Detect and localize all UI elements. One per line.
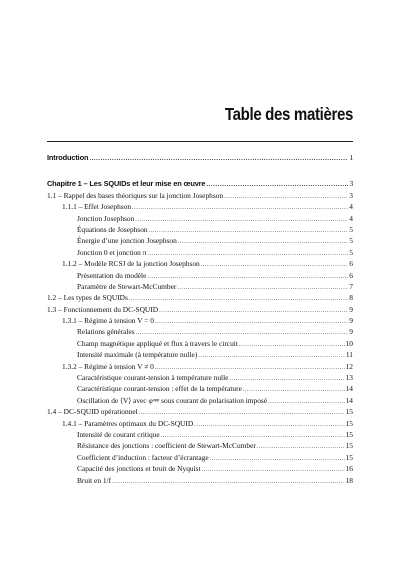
toc-entry-page: 15 [345, 441, 353, 451]
toc-entry-label: 1.4.1 – Paramètres optimaux du DC-SQUID [62, 418, 194, 428]
toc-entry-page: 18 [345, 475, 353, 485]
toc-entry-label: Introduction [47, 153, 89, 162]
toc-entry-label: Capacité des jonctions et bruit de Nyquist [77, 464, 201, 474]
toc-entry-label: Équations de Josephson [77, 224, 148, 234]
toc-entry-label: 1.1 – Rappel des bases théoriques sur la jonction Josephson [47, 190, 224, 200]
toc-entry-page: 5 [349, 236, 353, 246]
toc-entry-label: 1.1.2 – Modèle RCSJ de la jonction Josephson [62, 259, 200, 269]
toc-entry[interactable] [47, 224, 353, 235]
toc-entry-page: 4 [349, 213, 353, 223]
toc-entry[interactable] [47, 475, 353, 486]
toc-entry[interactable] [47, 326, 353, 337]
toc-entry-label: Bruit en 1/f [77, 475, 112, 485]
toc-entry[interactable] [47, 281, 353, 292]
toc-entry-page: 15 [345, 407, 353, 417]
toc-entry-page: 4 [349, 202, 353, 212]
toc-entry-page: 16 [345, 464, 353, 474]
toc-entry-page: 9 [349, 304, 353, 314]
toc-entry-label: Énergie d’une jonction Josephson [77, 236, 177, 246]
toc-leader-dots [202, 465, 345, 476]
toc-leader-dots [132, 203, 348, 214]
toc-entry[interactable] [47, 349, 353, 360]
toc-entry-label: Résistance des jonctions : coefficient de Stewart-McCumber [77, 441, 256, 451]
toc-entry[interactable] [47, 338, 353, 349]
toc-entry-page: 14 [345, 384, 353, 394]
toc-entry[interactable] [47, 429, 353, 440]
toc-entry[interactable] [47, 383, 353, 394]
toc-entry-page: 6 [349, 259, 353, 269]
toc-entry-page: 11 [345, 350, 353, 360]
toc-leader-dots [229, 374, 344, 385]
toc-entry-label: Chapitre 1 – Les SQUIDs et leur mise en œuvre [47, 179, 206, 189]
title-rule [47, 141, 353, 142]
toc-leader-dots [147, 272, 348, 283]
toc-entry-page: 8 [349, 293, 353, 303]
toc-leader-dots [239, 340, 345, 351]
toc-entry-page: 5 [349, 224, 353, 234]
toc-entry[interactable] [47, 258, 353, 269]
toc-entry[interactable] [47, 315, 353, 326]
toc-entry-page: 15 [345, 418, 353, 428]
toc-entry[interactable] [47, 178, 353, 189]
toc-entry-page: 15 [345, 429, 353, 439]
toc-leader-dots [268, 397, 345, 408]
toc-entry-label: 1.3 – Fonctionnement du DC-SQUID [47, 304, 159, 314]
toc-entry-page: 7 [349, 281, 353, 291]
toc-entry-label: 1.2 – Les types de SQUIDs [47, 293, 128, 303]
toc-entry[interactable] [47, 152, 353, 163]
toc-entry[interactable] [47, 452, 353, 463]
toc-entry-label: Relations générales [77, 327, 135, 337]
toc-entry-page: 13 [345, 373, 353, 383]
toc-entry-page: 10 [345, 338, 353, 348]
toc-entry[interactable] [47, 440, 353, 451]
toc-entry-label: Jonction Josephson [77, 213, 135, 223]
toc-entry-label: 1.3.1 – Régime à tension V = 0 [62, 316, 154, 326]
toc-entry-page: 9 [349, 316, 353, 326]
toc-leader-dots [257, 442, 345, 453]
toc-entry-label: Jonction 0 et jonction π [77, 247, 147, 257]
toc-leader-dots [194, 420, 344, 431]
toc-entry[interactable] [47, 190, 353, 201]
toc-entry[interactable] [47, 463, 353, 474]
toc-entry-label: Caractéristique courant-tension : effet de la température [77, 384, 242, 394]
toc-leader-dots [159, 306, 348, 317]
toc-entry[interactable] [47, 304, 353, 315]
toc-entry[interactable] [47, 201, 353, 212]
toc-entry-label: Intensité de courant critique [77, 429, 160, 439]
toc-entry-label: 1.1.1 – Effet Josephson [62, 202, 132, 212]
toc-leader-dots [177, 283, 348, 294]
toc-entry[interactable] [47, 361, 353, 372]
toc-entry-label: 1.3.2 – Régime à tension V ≠ 0 [62, 361, 154, 371]
toc-entry[interactable] [47, 247, 353, 258]
toc-entry-page: 3 [349, 179, 353, 189]
toc-leader-dots [129, 294, 348, 305]
toc-entry-page: 14 [345, 395, 353, 405]
toc-entry[interactable] [47, 213, 353, 224]
toc-leader-dots [112, 477, 345, 488]
toc-entry[interactable] [47, 270, 353, 281]
toc-leader-dots [149, 226, 349, 237]
toc-leader-dots [89, 154, 348, 165]
toc-entry-page: 9 [349, 327, 353, 337]
toc-leader-dots [224, 192, 348, 203]
toc-leader-dots [206, 180, 348, 191]
toc-leader-dots [201, 260, 349, 271]
toc-entry-label: Présentation du modèle [77, 270, 147, 280]
toc-entry[interactable] [47, 395, 353, 406]
toc-entry-label: Coefficient d’induction : facteur d’écrantage [77, 452, 209, 462]
toc-entry-page: 5 [349, 247, 353, 257]
toc-entry-label: Paramètre de Stewart-McCumber [77, 281, 177, 291]
toc-entry-page: 6 [349, 270, 353, 280]
toc-entry[interactable] [47, 418, 353, 429]
toc-entry-page: 3 [349, 190, 353, 200]
toc-leader-dots [210, 454, 345, 465]
page-title: Table des matières [224, 104, 353, 124]
toc-entry[interactable] [47, 372, 353, 383]
toc-entry[interactable] [47, 406, 353, 417]
toc-entry-page: 12 [345, 361, 353, 371]
toc-entry-label: Intensité maximale (à température nulle) [77, 350, 198, 360]
toc-leader-dots [155, 317, 348, 328]
toc-entry-page: 1 [349, 153, 353, 162]
toc-leader-dots [198, 351, 345, 362]
toc-entry[interactable] [47, 235, 353, 246]
toc-entry-label: Caractéristique courant-tension à température nulle [77, 373, 229, 383]
toc-entry[interactable] [47, 292, 353, 303]
toc-leader-dots [178, 237, 348, 248]
toc-entry-label: Oscillation de ⟨V⟩ avec φᵃᵖᵖ sous courant de polarisation imposé [77, 395, 268, 405]
toc-entry-label: 1.4 – DC-SQUID opérationnel [47, 407, 138, 417]
toc-entry-page: 15 [345, 452, 353, 462]
table-of-contents [47, 152, 353, 486]
toc-leader-dots [135, 215, 348, 226]
toc-entry-label: Champ magnétique appliqué et flux à travers le circuit [77, 338, 238, 348]
